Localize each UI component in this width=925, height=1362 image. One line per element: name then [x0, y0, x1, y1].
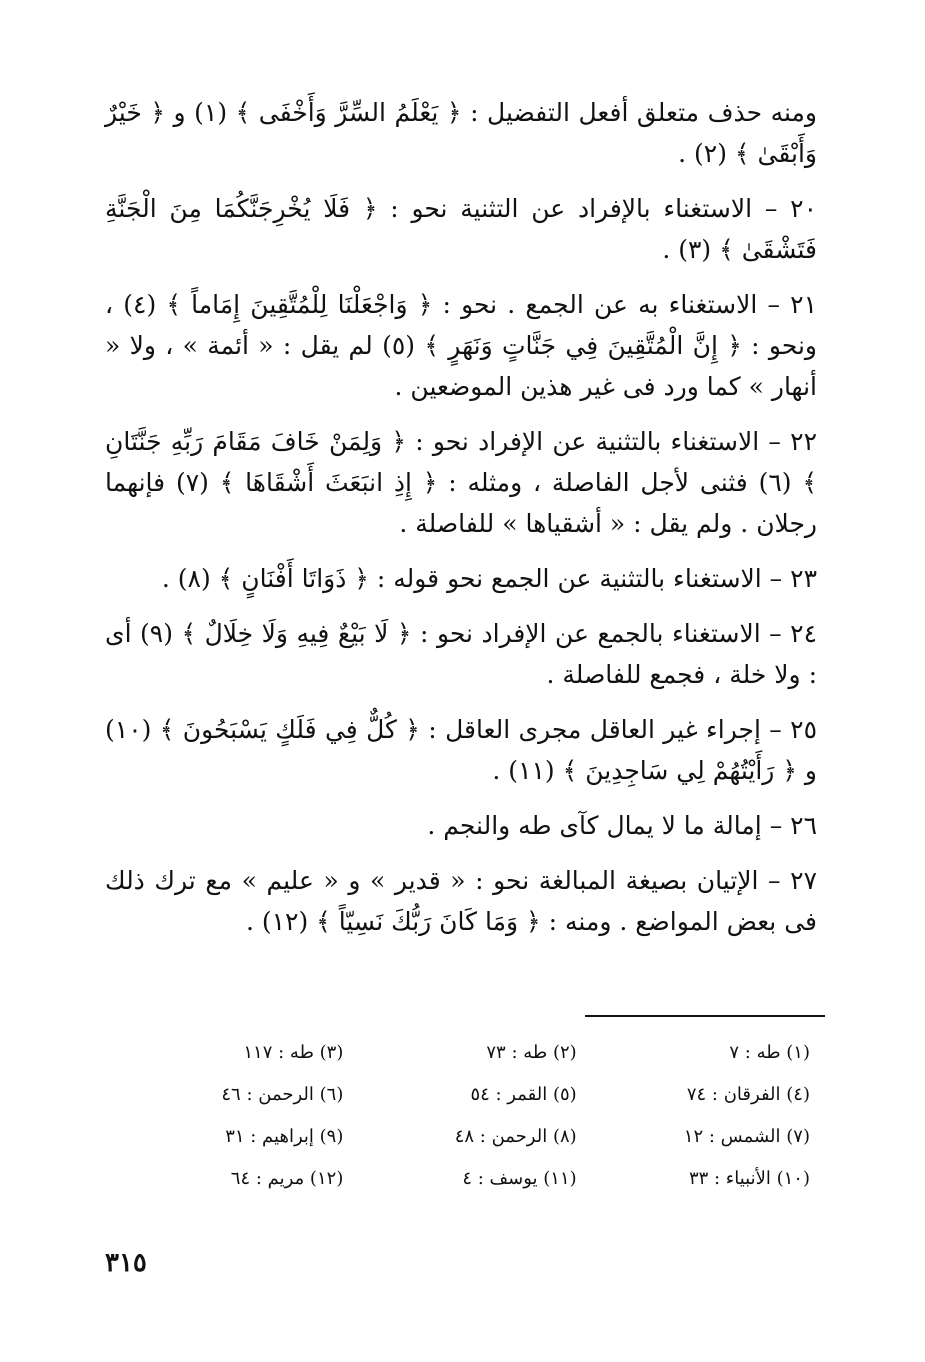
footnote-4: (٤) الفرقان : ٧٤ — [686, 1084, 810, 1105]
paragraph-9: ٢٧ – الإتيان بصيغة المبالغة نحو : « قدير » و « عليم » مع ترك ذلك فى بعض المواضع . ومنه : ﴿ وَمَا كَانَ رَبُّكَ نَسِيّاً ﴾ (١٢) . — [105, 866, 817, 936]
footnote-divider — [585, 1015, 825, 1017]
main-text — [105, 92, 817, 956]
footnotes — [130, 1038, 810, 1194]
footnote-6: (٦) الرحمن : ٤٦ — [221, 1084, 344, 1105]
footnote-3: (٣) طه : ١١٧ — [243, 1042, 344, 1063]
footnote-1: (١) طه : ٧ — [729, 1042, 810, 1063]
footnote-7: (٧) الشمس : ١٢ — [683, 1126, 810, 1147]
page-number: ٣١٥ — [105, 1248, 147, 1278]
footnote-11: (١١) يوسف : ٤ — [462, 1168, 577, 1189]
paragraph-7: ٢٥ – إجراء غير العاقل مجرى العاقل : ﴿ كُلٌّ فِي فَلَكٍ يَسْبَحُونَ ﴾ (١٠) و ﴿ رَأَيْتُهُمْ لِي سَاجِدِينَ ﴾ (١١) . — [105, 715, 817, 785]
paragraph-2: ٢٠ – الاستغناء بالإفراد عن التثنية نحو : ﴿ فَلَا يُخْرِجَنَّكُمَا مِنَ الْجَنَّةِ فَتَشْقَىٰ ﴾ (٣) . — [105, 194, 817, 264]
footnote-5: (٥) القمر : ٥٤ — [470, 1084, 577, 1105]
paragraph-8: ٢٦ – إمالة ما لا يمال كآى طه والنجم . — [427, 811, 817, 840]
footnote-10: (١٠) الأنبياء : ٣٣ — [688, 1168, 810, 1189]
paragraph-5: ٢٣ – الاستغناء بالتثنية عن الجمع نحو قوله : ﴿ ذَوَاتَا أَفْنَانٍ ﴾ (٨) . — [161, 564, 817, 593]
paragraph-1: ومنه حذف متعلق أفعل التفضيل : ﴿ يَعْلَمُ السِّرَّ وَأَخْفَى ﴾ (١) و ﴿ خَيْرٌ وَأَبْقَىٰ ﴾ (٢) . — [105, 98, 818, 168]
footnote-8: (٨) الرحمن : ٤٨ — [454, 1126, 577, 1147]
paragraph-3: ٢١ – الاستغناء به عن الجمع . نحو : ﴿ وَاجْعَلْنَا لِلْمُتَّقِينَ إِمَاماً ﴾ (٤) ، ونحو : ﴿ إِنَّ الْمُتَّقِينَ فِي جَنَّاتٍ وَنَهَرٍ ﴾ (٥) لم يقل : « أئمة » ، ولا « أنهار » كما ورد فى غير هذين الموضعين . — [105, 290, 818, 401]
paragraph-4: ٢٢ – الاستغناء بالتثنية عن الإفراد نحو : ﴿ وَلِمَنْ خَافَ مَقَامَ رَبِّهِ جَنَّتَانِ ﴾ (٦) فثنى لأجل الفاصلة ، ومثله : ﴿ إِذِ انبَعَثَ أَشْقَاهَا ﴾ (٧) فإنهما رجلان . ولم يقل : « أشقياها » للفاصلة . — [105, 427, 817, 538]
footnote-9: (٩) إبراهيم : ٣١ — [225, 1126, 344, 1147]
footnote-2: (٢) طه : ٧٣ — [486, 1042, 577, 1063]
footnote-12: (١٢) مريم : ٦٤ — [230, 1168, 344, 1189]
paragraph-6: ٢٤ – الاستغناء بالجمع عن الإفراد نحو : ﴿ لَا بَيْعٌ فِيهِ وَلَا خِلَالٌ ﴾ (٩) أى : ولا خلة ، فجمع للفاصلة . — [105, 619, 818, 689]
